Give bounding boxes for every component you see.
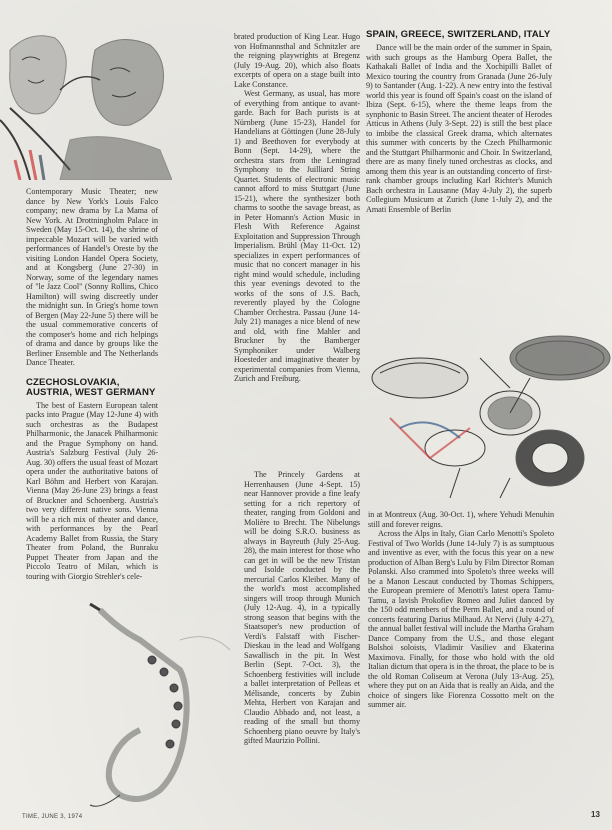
column-two-lower: [244, 470, 360, 746]
paragraph-bregenz: brated production of King Lear. Hugo von Hofmannsthal and Schnitzler are the reigning playwrights at Bregenz (July 19-Aug. 20), which also floats excerpts of opera on a stage built into Lake Constance.: [234, 32, 360, 89]
drum-kit-illustration: [360, 318, 612, 503]
paragraph-herrenhausen: The Princely Gardens at Herrenhausen (June 4-Sept. 15) near Hannover provide a fine leafy setting for a rich repertory of theater, ranging from Goldoni and Molière to Brecht. The Nibelungs will be doing S.R.O. business as always in Bayreuth (July 25-Aug. 28), the main interest for those who can get in will be the new Tristan und Isolde conducted by the mercurial Carlos Kleiber. Many of the world's most accomplished singers will troop through Munich (July 12-Aug. 4), in a typically strong season that begins with the Staatsoper's new production of Verdi's Falstaff with Fischer-Dieskau in the lead and Wolfgang Sawallisch in the pit. In West Berlin (Sept. 7-Oct. 3), the Schoenberg festivities will include a ballet interpretation of Pelleas et Mélisande, concerts by Zubin Mehta, Herbert von Karajan and Claudio Abbado and, not least, a reading of the small but thorny Schoenberg piano oeuvre by Italy's gifted Maurizio Pollini.: [244, 470, 360, 745]
heading-czech-austria-germany: CZECHOSLOVAKIA, AUSTRIA, WEST GERMANY: [26, 376, 156, 398]
saxophone-illustration: [60, 600, 240, 820]
heading-spain-greece-switzerland-italy: SPAIN, GREECE, SWITZERLAND, ITALY: [366, 29, 551, 40]
conductors-sketch-illustration: [0, 20, 172, 180]
paragraph-czech-austria: The best of Eastern European talent packs into Prague (May 12-June 4) with such orchestras as the Budapest Philharmonic, the Janacek Philharmonic and the Prague Symphony on hand. Austria's Salzburg Festival (July 26-Aug. 30) offers the usual feast of Mozart opera under the authoritative batons of Karl Böhm and Herbert von Karajan. Vienna (May 26-June 23) brings a feast of Bruckner and Schoenberg. Austria's two very different native sons. Vienna will be a rich mix of theater and dance, with performances by the Pearl Academy Ballet from Russia, the Stary Theater from Poland, the Bunraku Puppet Theater from Japan and the Piccolo Teatro of Milan, which is touring with Giorgio Strehler's cele-: [26, 400, 158, 581]
paragraph-spain-greece: Dance will be the main order of the summer in Spain, with such groups as the Hamburg Opera Ballet, the Kathakali Ballet of India and the Xochipilli Ballet of Mexico touring the country from Granada (June 26-July 9) to Santander (Aug. 1-22). A new entry into the festival world this year is found off Spain's coast on the island of Ibiza (Sept. 6-15), where the theme leaps from the synphonic to Basin Street. The ancient theater of Herodes Atticus in Athens (July 3-Sept. 22) is still the best place to imbibe the classical Greek drama, which alternates this summer with concerts by the Czech Philharmonic and the Stuttgart Philharmonic and Choir. In Switzerland, there are as many finely tuned orchestras as clocks, and among them this year is an outstanding concerto of first-rank chamber groups including Karl Richter's Munich Bach orchestra in Lausanne (May 4-July 2), the superb Collegium Musicum at Zurich (June 1-July 2), and the Amati Ensemble of Berlin: [366, 43, 552, 214]
paragraph-west-germany: West Germany, as usual, has more of everything from antique to avant-garde. Bach for Bach purists is at Nürnberg (June 15-23), Handel for Handelians at Göttingen (June 28-July 1) and Beethoven for everybody at Bonn (Sept. 14-29), where the orchestra stars from the Leningrad Symphony to the Juilliard String Quartet. Students of electronic music cannot afford to miss Stuttgart (June 15-21), where the synthesizer both charms to soothe the savage breast, as in Peter Homann's Action Music in Flesh With Reference Against Exploitation and Suppression Through Imperialism. Brühl (May 11-Oct. 12) specializes in expert performances of music that no concert manager in his right mind would schedule, including this year evenings devoted to the works of the sons of J.S. Bach, reverently played by the Cologne Chamber Orchestra. Passau (June 14-July 21) manages a nice blend of new and old, with fine Mahler and Bruckner by the Bamberger Symphoniker under Walberg Hoesteder and imaginative theater by experimental companies from Vienna, Zurich and Freiburg.: [234, 89, 360, 383]
paragraph-scandinavia: Contemporary Music Theater; new dance by New York's Louis Falco company; new drama by La Mama of New York. At Drottningholm Palace in Sweden (May 15-Oct. 14), the shrine of impeccable Mozart will be varied with performances of Handel's Oreste by the visiting London Handel Opera Society, and at Kongsberg (June 27-30) in Norway, some of the legendary names of "le Jazz Cool" (Sonny Rollins, Chico Hamilton) will swing discreetly under the midnight sun. In Grieg's home town of Bergen (May 22-June 5) there will be the usual commemorative concerts of the composer's home and rich helpings of drama and dance by groups like the Berliner Ensemble and The Netherlands Dance Theater.: [26, 187, 158, 367]
paragraph-montreux: in at Montreux (Aug. 30-Oct. 1), where Yehudi Menuhin still and forever reigns.: [368, 510, 554, 529]
column-one: [26, 187, 158, 581]
page-folio: TIME, JUNE 3, 1974: [22, 814, 83, 820]
paragraph-italy: Across the Alps in Italy, Gian Carlo Menotti's Spoleto Festival of Two Worlds (June 14-July 7) is as sumptuous and inventive as ever, with the focus this year on a new production of Alban Berg's Lulu by Film Director Roman Polanski. Also crammed into Spoleto's three weeks will be a Manon Lescaut conducted by Thomas Schippers, the European premiere of Menotti's latest opera Tamu-Tamu, a lavish Prokofiev Romeo and Juliet danced by the 150 odd members of the Perm Ballet, and a round of concerts featuring Darius Milhaud. At Nervi (July 4-27), the annual ballet festival will include the Martha Graham Dance Company from the U.S., and those elegant Bolshoi soloists, Vladimir Vasiliev and Ekaterina Maximova. Finally, for those who hold with the old Italian dictum that opera is in the throat, the place to be is the old Roman Coliseum at Verona (July 13-Aug. 25), where they put on an Aida that is really an Aida, and the choice of singers like Fiorenza Cossotto melt on the summer air.: [368, 529, 555, 709]
page-number: 13: [591, 810, 600, 819]
column-three-lower: [368, 510, 554, 710]
column-three: [366, 30, 552, 214]
column-two: [174, 32, 360, 384]
